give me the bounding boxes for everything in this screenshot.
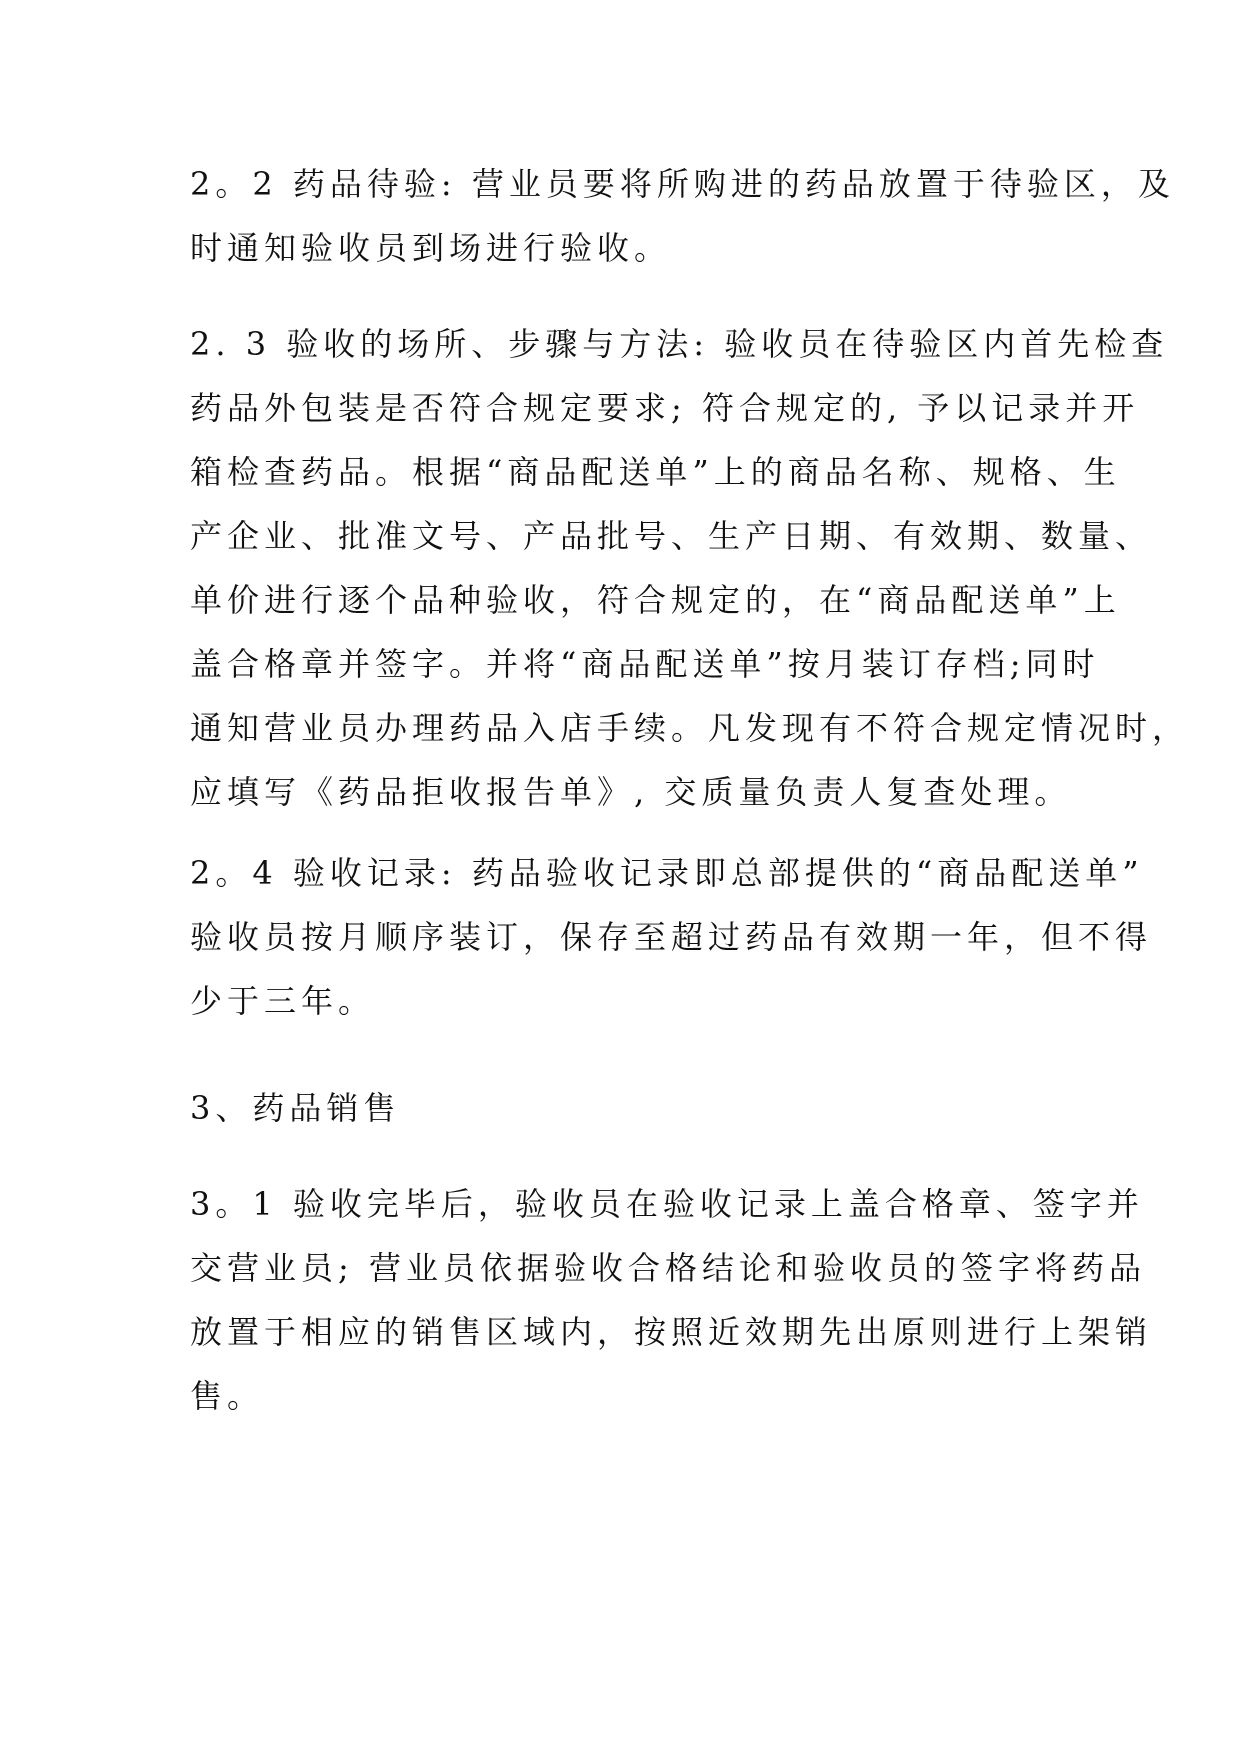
paragraph-inspection-place-steps-methods	[190, 312, 1190, 824]
paragraph-line: 通知营业员办理药品入店手续。凡发现有不符合规定情况时，	[190, 709, 1190, 747]
paragraph-line: 产企业、批准文号、产品批号、生产日期、有效期、数量、	[190, 517, 1153, 555]
paragraph-line: 3。1 验收完毕后，验收员在验收记录上盖合格章、签字并	[190, 1185, 1144, 1223]
section-heading: 3、药品销售	[190, 1089, 401, 1127]
paragraph-sales-after-inspection	[190, 1172, 1153, 1428]
paragraph-line: 时通知验收员到场进行验收。	[190, 229, 672, 267]
paragraph-line: 验收员按月顺序装订，保存至超过药品有效期一年，但不得	[190, 918, 1153, 956]
paragraph-line: 应填写《药品拒收报告单》, 交质量负责人复查处理。	[190, 773, 1072, 811]
paragraph-drug-pending-inspection	[190, 152, 1175, 280]
paragraph-line: 2. 3 验收的场所、步骤与方法: 验收员在待验区内首先检查	[190, 325, 1169, 363]
paragraph-line: 少于三年。	[190, 982, 376, 1020]
paragraph-line: 单价进行逐个品种验收，符合规定的，在“商品配送单”上	[190, 581, 1121, 619]
paragraph-line: 交营业员; 营业员依据验收合格结论和验收员的签字将药品	[190, 1249, 1146, 1287]
paragraph-inspection-records	[190, 841, 1153, 1033]
paragraph-line: 2。4 验收记录: 药品验收记录即总部提供的“商品配送单”	[190, 854, 1144, 892]
paragraph-line: 售。	[190, 1377, 265, 1415]
paragraph-line: 放置于相应的销售区域内，按照近效期先出原则进行上架销	[190, 1313, 1153, 1351]
paragraph-line: 药品外包装是否符合规定要求; 符合规定的, 予以记录并开	[190, 389, 1140, 427]
paragraph-line: 箱检查药品。根据“商品配送单”上的商品名称、规格、生	[190, 453, 1121, 491]
section-heading-drug-sales	[190, 1076, 1050, 1140]
paragraph-line: 盖合格章并签字。并将“商品配送单”按月装订存档;同时	[190, 645, 1100, 683]
paragraph-line: 2。2 药品待验: 营业员要将所购进的药品放置于待验区，及	[190, 165, 1175, 203]
